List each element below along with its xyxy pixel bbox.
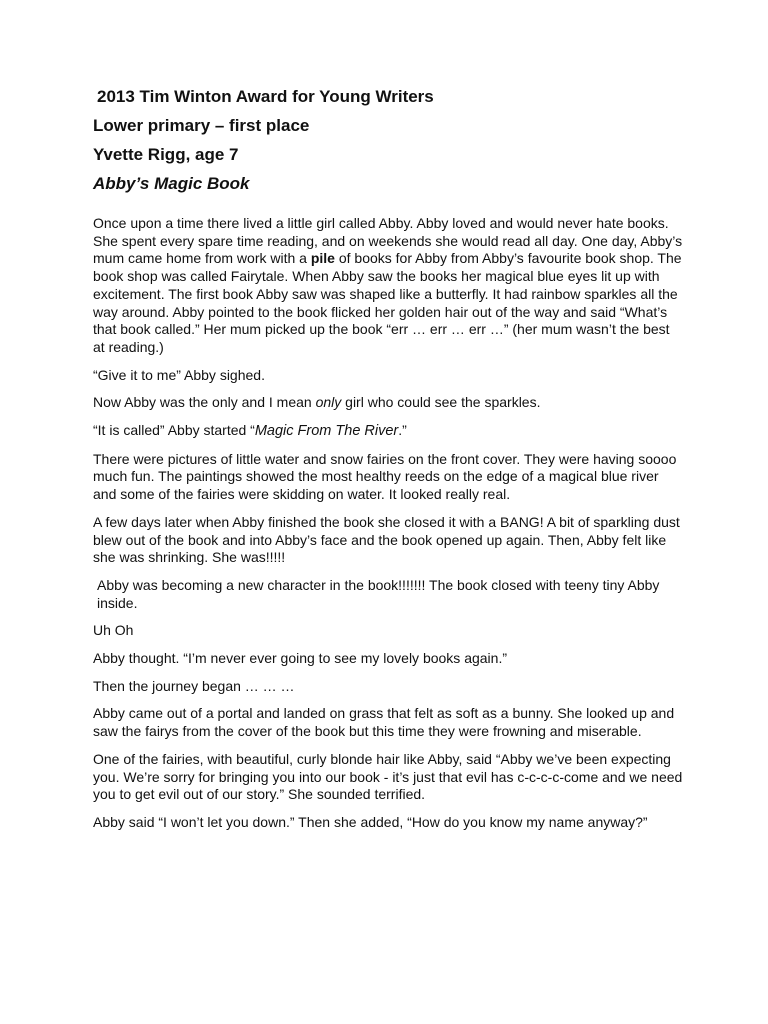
story-paragraph: There were pictures of little water and snow fairies on the front cover. They were having soooo much fun. The paintings showed the most healthy reeds on the edge of a magical blue river and some of the fairies were skidding on water. It looked really real. bbox=[93, 450, 677, 503]
story-paragraph: Then the journey began … … … bbox=[93, 677, 295, 694]
paragraph-text: Now Abby was the only and I mean bbox=[93, 394, 316, 411]
book-title-italic: Magic From The River bbox=[254, 423, 399, 440]
bold-word: pile bbox=[310, 250, 335, 267]
story-paragraph: Abby was becoming a new character in the book!!!!!!! The book closed with teeny tiny Abby inside. bbox=[97, 576, 660, 611]
story-paragraph: Abby came out of a portal and landed on grass that felt as soft as a bunny. She looked up and saw the fairys from the cover of the book but this time they were frowning and miserable. bbox=[93, 705, 675, 740]
story-paragraph: Abby said “I won’t let you down.” Then she added, “How do you know my name anyway?” bbox=[93, 813, 648, 830]
story-paragraph: A few days later when Abby finished the book she closed it with a BANG! A bit of sparkling dust blew out of the book and into Abby’s face and the book opened up again. Then, Abby felt like she was shrinking. She was!!!!! bbox=[93, 513, 680, 566]
story-title: Abby’s Magic Book bbox=[93, 174, 250, 193]
story-paragraph bbox=[93, 394, 683, 412]
paragraph-text: Once upon a time there lived a little girl called Abby. Abby loved and would never hate books. She spent every spare time reading, and on weekends she would read all day. One day, Abby’s mum came home from work with a bbox=[93, 215, 683, 267]
paragraph-text: girl who could see the sparkles. bbox=[341, 394, 541, 411]
award-heading: 2013 Tim Winton Award for Young Writers bbox=[97, 87, 434, 106]
story-paragraph bbox=[93, 215, 683, 357]
document-page bbox=[93, 86, 683, 842]
paragraph-text: of books for Abby from Abby’s favourite book shop. The book shop was called Fairytale. When Abby saw the books her magical blue eyes lit up with excitement. The first book Abby saw was shaped like a butterfly. It had rainbow sparkles all the way around. Abby pointed to the book flicked her golden hair out of the way and said “What’s that book called.” Her mum picked up the book “err … err … err …” (her mum wasn’t the best at reading.) bbox=[93, 250, 682, 355]
story-body bbox=[93, 215, 683, 832]
italic-word: only bbox=[315, 394, 342, 411]
author-heading: Yvette Rigg, age 7 bbox=[93, 145, 239, 164]
story-paragraph: Abby thought. “I’m never ever going to see my lovely books again.” bbox=[93, 650, 507, 667]
story-paragraph: “Give it to me” Abby sighed. bbox=[93, 366, 265, 383]
category-heading: Lower primary – first place bbox=[93, 116, 310, 135]
paragraph-text: “It is called” Abby started “ bbox=[93, 422, 255, 439]
paragraph-text: .” bbox=[398, 422, 407, 439]
story-paragraph bbox=[93, 422, 683, 441]
story-paragraph: Uh Oh bbox=[93, 622, 134, 639]
story-paragraph: One of the fairies, with beautiful, curly blonde hair like Abby, said “Abby we’ve been expecting you. We’re sorry for bringing you into our book - it’s just that evil has c-c-c-c-come and we need you to get evil out of our story.” She sounded terrified. bbox=[93, 750, 683, 803]
